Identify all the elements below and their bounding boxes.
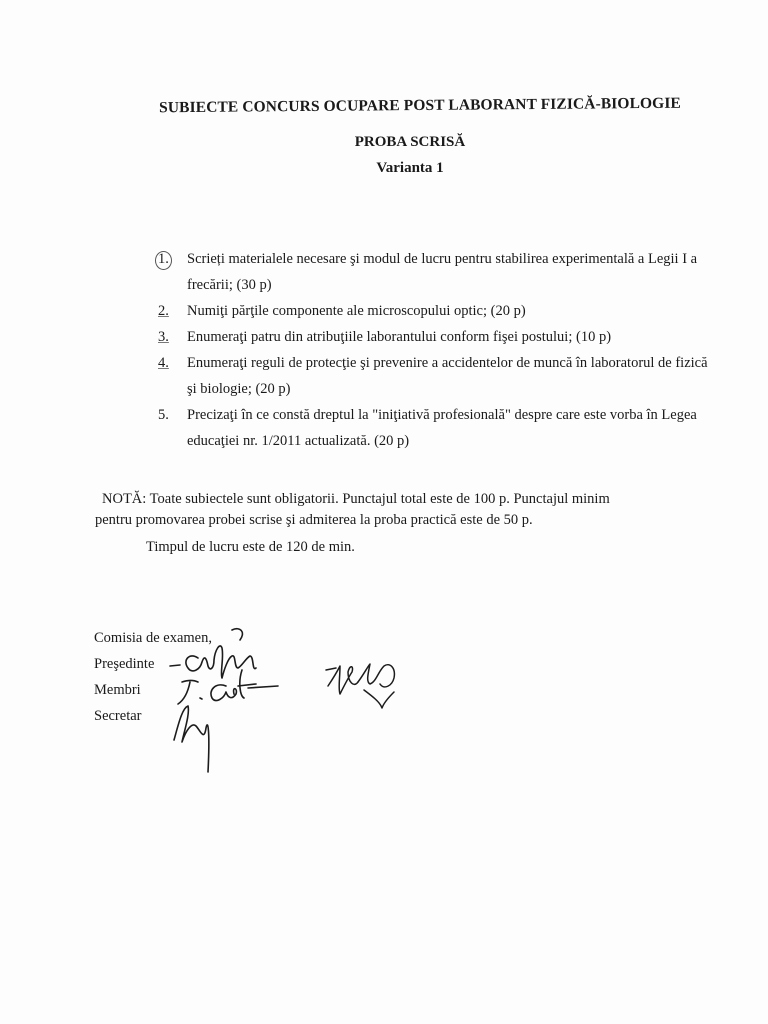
question-text: Enumeraţi patru din atribuţiile laborantului conform fişei postului; (10 p)	[187, 329, 612, 345]
variant-label: Varianta 1	[376, 160, 444, 176]
president-label: Preşedinte	[94, 656, 155, 672]
question-item	[158, 298, 718, 324]
question-number: 5.	[158, 407, 169, 423]
question-text: Enumeraţi reguli de protecţie şi prevenire a accidentelor de muncă în laboratorul de fizică şi biologie; (20 p)	[187, 355, 708, 397]
members-label: Membri	[94, 682, 141, 698]
question-number: 1.	[158, 246, 180, 272]
document-title: SUBIECTE CONCURS OCUPARE POST LABORANT FIZICĂ-BIOLOGIE	[159, 94, 681, 117]
commission-heading: Comisia de examen,	[94, 630, 212, 646]
secretary-label: Secretar	[94, 708, 142, 724]
question-item	[158, 350, 718, 402]
question-item	[158, 246, 718, 298]
question-text: Precizaţi în ce constă dreptul la "iniţiativă profesională" despre care este vorba în Legea educaţiei nr. 1/2011 actualizată. (20 p)	[187, 407, 697, 449]
question-number: 4.	[158, 355, 169, 371]
handwritten-signatures	[160, 622, 290, 782]
question-text: Numiţi părţile componente ale microscopului optic; (20 p)	[187, 303, 526, 319]
question-number: 2.	[158, 303, 169, 319]
note-line: NOTĂ: Toate subiectele sunt obligatorii. Punctajul total este de 100 p. Punctajul minim	[102, 491, 610, 507]
question-item	[158, 402, 718, 454]
note-line: pentru promovarea probei scrise şi admiterea la proba practică este de 50 p.	[95, 512, 533, 528]
question-text: Scrieți materialele necesare şi modul de lucru pentru stabilirea experimentală a Legii I a frecării; (30 p)	[187, 251, 698, 293]
question-item	[158, 324, 718, 350]
document-subtitle: PROBA SCRISĂ	[354, 134, 466, 150]
time-limit: Timpul de lucru este de 120 de min.	[146, 539, 355, 555]
exam-note	[95, 489, 680, 531]
question-number: 3.	[158, 329, 169, 345]
question-list	[158, 246, 718, 454]
member-signature-right	[322, 656, 402, 710]
